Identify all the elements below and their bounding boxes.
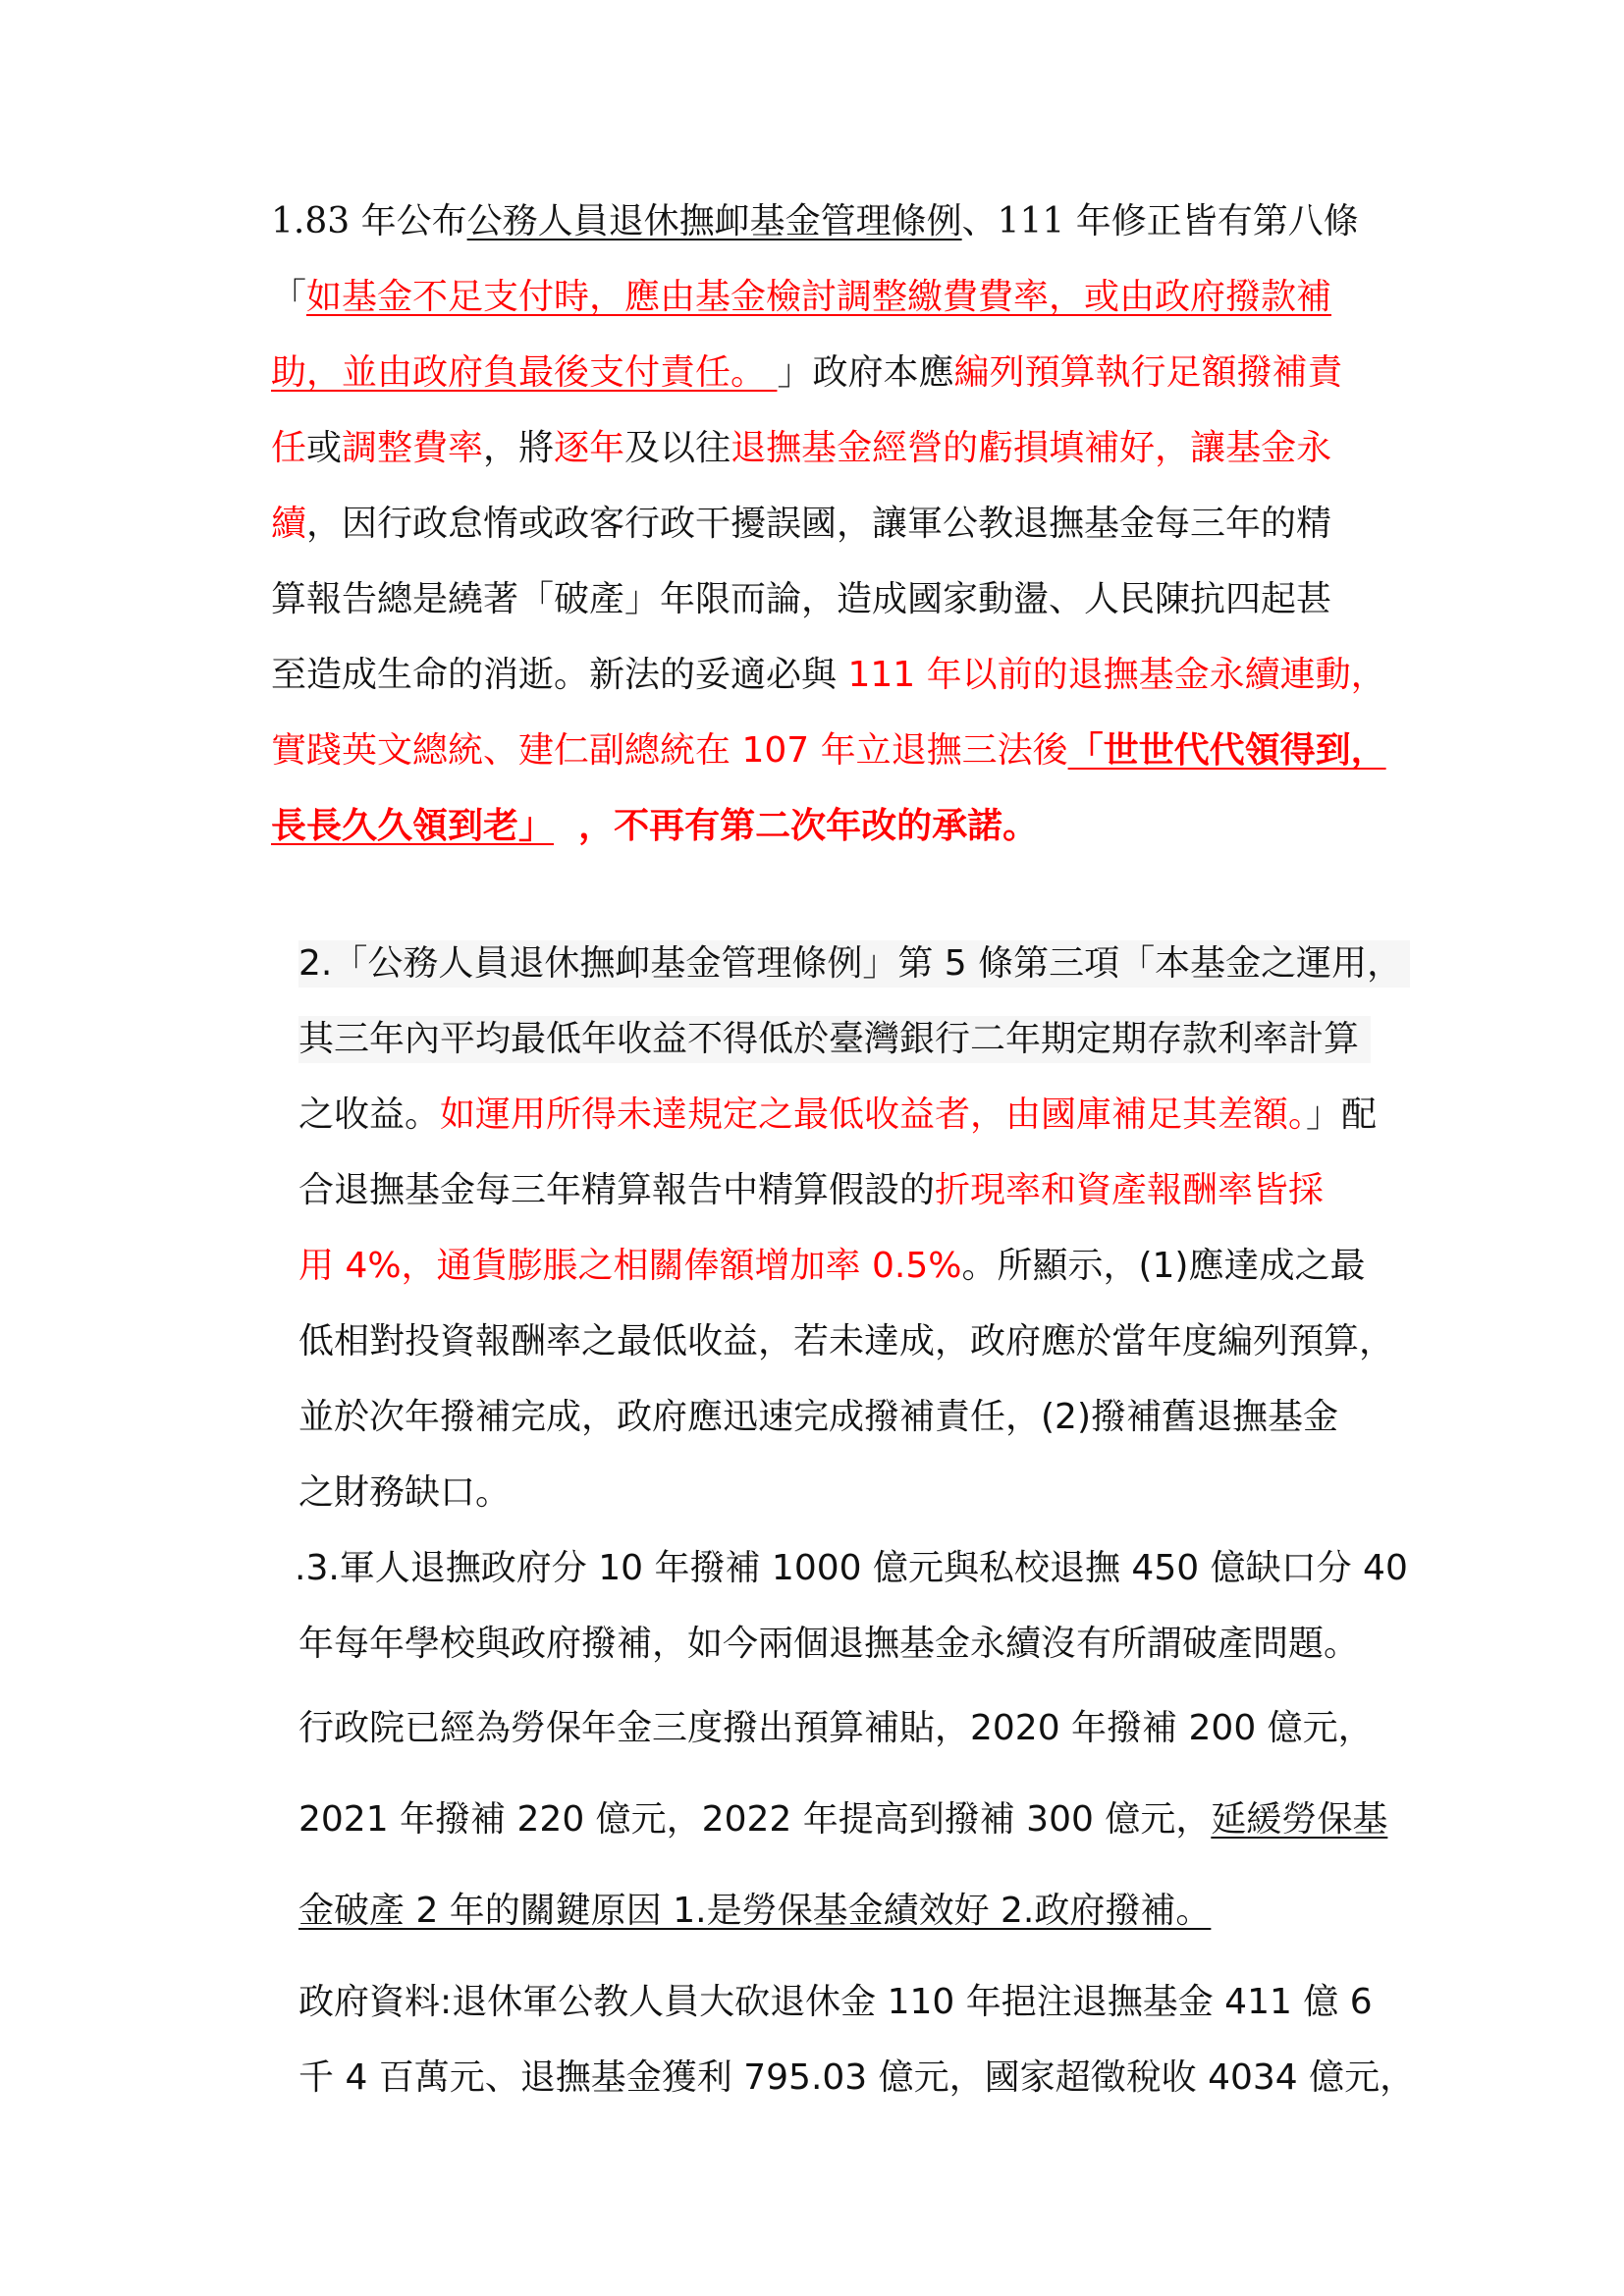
text: 1.83 年公布 xyxy=(271,201,467,241)
highlight-promise: 長長久久領到老」 xyxy=(271,806,555,846)
paragraph-1-line-8 xyxy=(271,727,1386,774)
text: 算報告總是繞著「破產」年限而論，造成國家動盪、人民陳抗四起甚 xyxy=(271,579,1332,619)
paragraph-3-line-4 xyxy=(298,1796,1387,1843)
underlined-text: 金破產 2 年的關鍵原因 1.是勞保基金績效好 2.政府撥補。 xyxy=(298,1891,1212,1931)
paragraph-3-line-7 xyxy=(298,2055,1415,2102)
paragraph-3-line-2 xyxy=(298,1621,1359,1668)
highlight-text: 調整費率 xyxy=(342,428,484,468)
text: 、111 年修正皆有第八條 xyxy=(961,201,1359,241)
highlight-text: 111 年以前的退撫基金永續連動， xyxy=(847,655,1386,695)
paragraph-1-line-6 xyxy=(271,576,1331,623)
paragraph-2-line-2 xyxy=(298,1016,1371,1063)
text: 之財務缺口。 xyxy=(298,1472,512,1513)
paragraph-2-line-3 xyxy=(298,1092,1377,1139)
text: .3.軍人退撫政府分 10 年撥補 1000 億元與私校退撫 450 億缺口分 40 xyxy=(295,1548,1408,1588)
highlight-promise: 「世世代代領得到， xyxy=(1067,730,1386,771)
paragraph-2-line-4 xyxy=(298,1167,1324,1214)
text: 」政府本應 xyxy=(777,352,954,393)
highlight-quote: 如基金不足支付時，應由基金檢討調整繳費費率，或由政府撥款補 xyxy=(306,277,1332,317)
text: 至造成生命的消逝。新法的妥適必與 xyxy=(271,655,848,695)
text: 或 xyxy=(306,428,343,468)
text: 之收益。 xyxy=(298,1095,441,1135)
text: 政府資料:退休軍公教人員大砍退休金 110 年挹注退撫基金 411 億 6 xyxy=(298,1982,1373,2022)
highlight-text: 如運用所得未達規定之最低收益者，由國庫補足其差額。 xyxy=(440,1095,1307,1135)
paragraph-1-line-1 xyxy=(271,198,1359,245)
text: 低相對投資報酬率之最低收益，若未達成，政府應於當年度編列預算， xyxy=(298,1321,1395,1362)
text: 2.「公務人員退休撫卹基金管理條例」第 5 條第三項「本基金之運用， xyxy=(298,943,1403,984)
text: 千 4 百萬元、退撫基金獲利 795.03 億元，國家超徵稅收 4034 億元， xyxy=(298,2057,1416,2098)
highlight-text: 任 xyxy=(271,428,307,468)
paragraph-3-line-5 xyxy=(298,1888,1211,1935)
text: 」配 xyxy=(1306,1095,1378,1135)
paragraph-1-line-2 xyxy=(271,274,1331,321)
text: 行政院已經為勞保年金三度撥出預算補貼，2020 年撥補 200 億元， xyxy=(298,1708,1374,1748)
text: 並於次年撥補完成，政府應迅速完成撥補責任，(2)撥補舊退撫基金 xyxy=(298,1397,1338,1437)
paragraph-2-line-6 xyxy=(298,1318,1394,1365)
paragraph-2-line-7 xyxy=(298,1394,1338,1441)
highlight-quote: 助，並由政府負最後支付責任。 xyxy=(271,352,778,393)
paragraph-2-line-1 xyxy=(298,940,1410,988)
paragraph-2-line-5 xyxy=(298,1243,1365,1290)
highlight-text: 退撫基金經營的虧損填補好，讓基金永 xyxy=(731,428,1332,468)
highlight-text: 逐年 xyxy=(554,428,625,468)
text: 年每年學校與政府撥補，如今兩個退撫基金永續沒有所謂破產問題。 xyxy=(298,1624,1360,1664)
regulation-title: 公務人員退休撫卹基金管理條例 xyxy=(466,201,962,241)
paragraph-1-line-9 xyxy=(271,803,1038,850)
text: 合退撫基金每三年精算報告中精算假設的 xyxy=(298,1170,936,1210)
text: 。所顯示，(1)應達成之最 xyxy=(961,1246,1366,1286)
text: 其三年內平均最低年收益不得低於臺灣銀行二年期定期存款利率計算 xyxy=(298,1019,1360,1059)
paragraph-3-line-1 xyxy=(295,1545,1408,1592)
text: 2021 年撥補 220 億元，2022 年提高到撥補 300 億元， xyxy=(298,1799,1212,1840)
paragraph-1-line-5 xyxy=(271,501,1331,548)
paragraph-3-line-6 xyxy=(298,1979,1373,2026)
highlight-text: 續 xyxy=(271,504,307,544)
paragraph-1-line-4 xyxy=(271,425,1331,472)
text: ，因行政怠惰或政客行政干擾誤國，讓軍公教退撫基金每三年的精 xyxy=(306,504,1332,544)
text: 及以往 xyxy=(624,428,731,468)
paragraph-1-line-3 xyxy=(271,349,1342,397)
paragraph-1-line-7 xyxy=(271,652,1386,699)
highlight-text: 實踐英文總統、建仁副總統在 107 年立退撫三法後 xyxy=(271,730,1068,771)
underlined-text: 延緩勞保基 xyxy=(1211,1799,1388,1840)
highlight-text: ，不再有第二次年改的承諾。 xyxy=(554,806,1039,846)
text: 「 xyxy=(271,277,307,317)
text: ，將 xyxy=(483,428,555,468)
highlight-text: 折現率和資產報酬率皆採 xyxy=(935,1170,1325,1210)
paragraph-2-line-8 xyxy=(298,1469,511,1517)
paragraph-3-line-3 xyxy=(298,1705,1374,1752)
highlight-text: 編列預算執行足額撥補責 xyxy=(953,352,1343,393)
highlight-text: 用 4%，通貨膨脹之相關俸額增加率 0.5% xyxy=(298,1246,962,1286)
